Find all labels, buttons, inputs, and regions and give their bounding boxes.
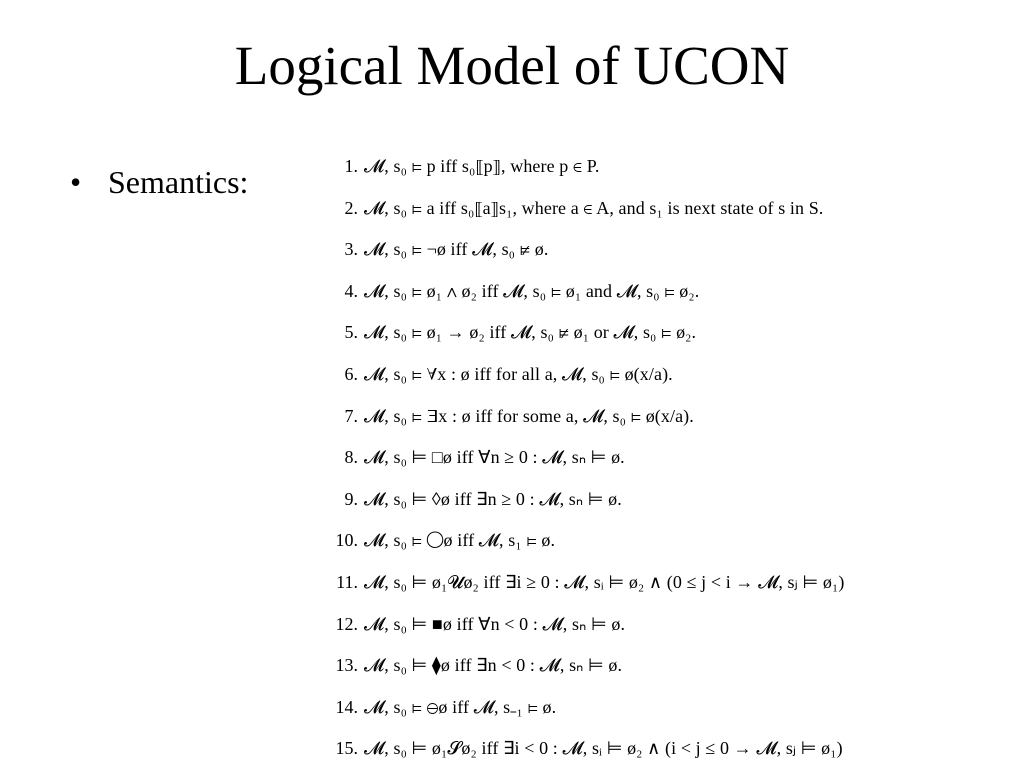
bullet-item bbox=[70, 163, 248, 201]
rule-number: 13. bbox=[335, 655, 358, 676]
rule-formula: 𝓜, s₀ ⊨ ø₁ ∧ ø₂ iff 𝓜, s₀ ⊨ ø₁ and 𝓜, s₀ ⊨ ø₂. bbox=[364, 280, 700, 301]
rule-number: 1. bbox=[344, 156, 358, 176]
semantics-rule bbox=[318, 479, 1018, 521]
rule-number: 12. bbox=[335, 613, 358, 634]
rule-number: 8. bbox=[344, 447, 358, 468]
rule-formula: 𝓜, s₀ ⊨ ø₁ → ø₂ iff 𝓜, s₀ ⊭ ø₁ or 𝓜, s₀ ⊨ ø₂. bbox=[364, 322, 697, 343]
rule-number: 11. bbox=[336, 571, 358, 592]
rule-number: 7. bbox=[344, 405, 358, 426]
rule-formula: 𝓜, s₀ ⊨ □ø iff ∀n ≥ 0 : 𝓜, sₙ ⊨ ø. bbox=[364, 447, 625, 468]
rule-formula: 𝓜, s₀ ⊨ ¬ø iff 𝓜, s₀ ⊭ ø. bbox=[364, 239, 549, 260]
semantics-rule bbox=[318, 437, 1018, 479]
rule-formula: 𝓜, s₀ ⊨ ◯ø iff 𝓜, s₁ ⊨ ø. bbox=[364, 530, 556, 551]
rule-number: 3. bbox=[344, 239, 358, 260]
rule-number: 9. bbox=[344, 488, 358, 509]
rule-number: 4. bbox=[344, 280, 358, 301]
semantics-rule bbox=[318, 312, 1018, 354]
rule-number: 2. bbox=[344, 197, 358, 218]
semantics-rule bbox=[318, 645, 1018, 687]
rule-formula: 𝓜, s₀ ⊨ ⧫ø iff ∃n < 0 : 𝓜, sₙ ⊨ ø. bbox=[364, 655, 623, 676]
semantics-rule bbox=[318, 354, 1018, 396]
rule-formula: 𝓜, s₀ ⊨ ø₁𝓤ø₂ iff ∃i ≥ 0 : 𝓜, sᵢ ⊨ ø₂ ∧ (0 ≤ j < i → 𝓜, sⱼ ⊨ ø₁) bbox=[364, 571, 845, 592]
rule-formula: 𝓜, s₀ ⊨ ■ø iff ∀n < 0 : 𝓜, sₙ ⊨ ø. bbox=[364, 613, 626, 634]
semantics-rule bbox=[318, 188, 1018, 230]
rule-formula: 𝓜, s₀ ⊨ ∃x : ø iff for some a, 𝓜, s₀ ⊨ ø(x/a). bbox=[364, 405, 694, 426]
rule-formula: 𝓜, s₀ ⊨ ø₁𝓢ø₂ iff ∃i < 0 : 𝓜, sᵢ ⊨ ø₂ ∧ (i < j ≤ 0 → 𝓜, sⱼ ⊨ ø₁) bbox=[364, 738, 843, 759]
rule-number: 5. bbox=[344, 322, 358, 343]
rule-formula: 𝓜, s₀ ⊨ p iff s₀⟦p⟧, where p ∈ P. bbox=[364, 156, 600, 176]
semantics-rule bbox=[318, 396, 1018, 438]
semantics-rule bbox=[318, 604, 1018, 646]
semantics-rule bbox=[318, 229, 1018, 271]
rule-number: 15. bbox=[335, 738, 358, 759]
semantics-rule bbox=[318, 728, 1018, 770]
slide-title: Logical Model of UCON bbox=[234, 35, 790, 96]
semantics-rule bbox=[318, 687, 1018, 729]
semantics-rule-list bbox=[318, 146, 1018, 770]
rule-formula: 𝓜, s₀ ⊨ ∀x : ø iff for all a, 𝓜, s₀ ⊨ ø(x/a). bbox=[364, 363, 673, 384]
semantics-rule bbox=[318, 520, 1018, 562]
semantics-rule bbox=[318, 146, 1018, 188]
rule-number: 6. bbox=[344, 363, 358, 384]
semantics-rule bbox=[318, 271, 1018, 313]
bullet-label: Semantics: bbox=[108, 164, 249, 200]
bullet-marker: • bbox=[70, 164, 82, 200]
rule-number: 14. bbox=[335, 696, 358, 717]
rule-formula: 𝓜, s₀ ⊨ a iff s₀⟦a⟧s₁, where a ∈ A, and s₁ is next state of s in S. bbox=[364, 197, 824, 218]
semantics-rule bbox=[318, 562, 1018, 604]
rule-number: 10. bbox=[335, 530, 358, 551]
rule-formula: 𝓜, s₀ ⊨ ⊖ø iff 𝓜, s₋₁ ⊨ ø. bbox=[364, 696, 557, 717]
rule-formula: 𝓜, s₀ ⊨ ◊ø iff ∃n ≥ 0 : 𝓜, sₙ ⊨ ø. bbox=[364, 488, 622, 509]
